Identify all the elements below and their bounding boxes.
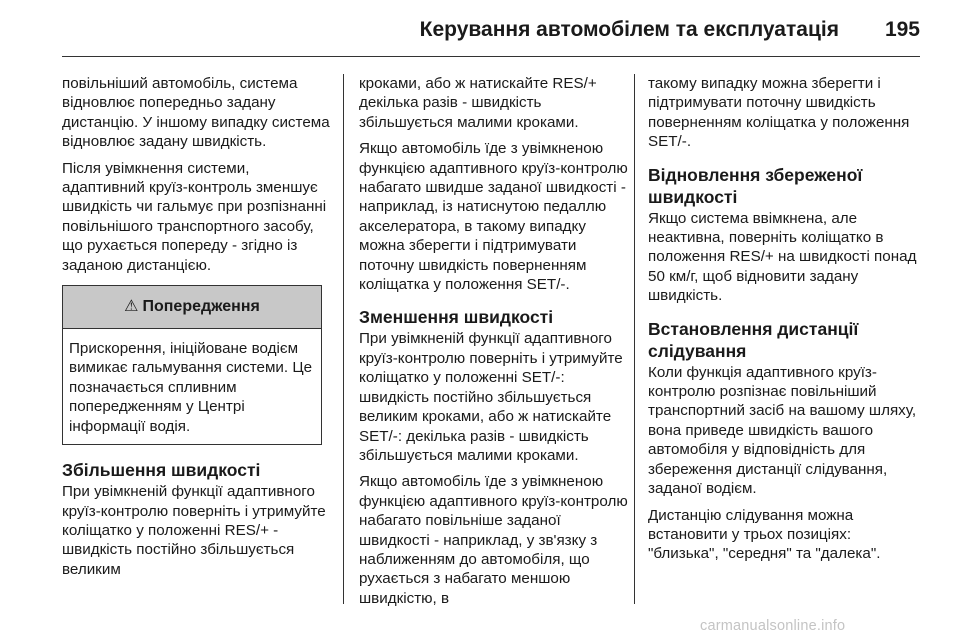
page-title: Керування автомобілем та експлуатація xyxy=(419,18,839,41)
paragraph: такому випадку можна зберегти і підтримувати поточну швидкість поверненням коліщатка у положення SET/-. xyxy=(648,75,910,151)
warning-body: Прискорення, ініційоване водієм вимикає гальмування системи. Це позначається спливним попередженням у Центрі інформації водія. xyxy=(69,340,313,435)
warning-header xyxy=(63,286,321,329)
header-divider xyxy=(62,56,920,57)
watermark: carmanualsonline.info xyxy=(700,618,846,634)
paragraph: кроками, або ж натискайте RES/+ декілька разів - швидкість збільшується малими кроками. xyxy=(359,75,597,131)
page-header xyxy=(62,12,920,48)
column-divider-1 xyxy=(343,74,344,604)
paragraph: При увімкненій функції адаптивного круїз-контролю поверніть і утримуйте коліщатко у положенні SET/-: швидкість постійно збільшується великим кроками, або ж натискайте SET/-: декілька разів - швидкість збільшується малими кроками. xyxy=(359,330,623,464)
section-heading-restore-speed: Відновлення збереженої швидкості xyxy=(648,164,863,207)
paragraph: При увімкненій функції адаптивного круїз-контролю поверніть і утримуйте коліщатко у положенні RES/+ - швидкість постійно збільшується великим xyxy=(62,483,326,578)
page-number: 195 xyxy=(884,18,920,41)
warning-title: Попередження xyxy=(142,298,260,316)
paragraph: Якщо автомобіль їде з увімкненою функцією адаптивного круїз-контролю набагато повільніше заданої швидкості - наприклад, у зв'язку з наближенням до автомобіля, що рухається з набагато меншою швидкістю, в xyxy=(359,473,628,607)
paragraph: Коли функція адаптивного круїз-контролю розпізнає повільніший транспортний засіб на вашому шляху, вона приведе швидкість вашого автомобіля у відповідність для збереження дистанції слідування, заданої водієм. xyxy=(648,363,917,498)
section-heading-increase-speed: Збільшення швидкості xyxy=(62,460,261,481)
paragraph: Дистанцію слідування можна встановити у трьох позиціях: "близька", "середня" та "далека". xyxy=(648,506,881,563)
paragraph: Якщо система ввімкнена, але неактивна, поверніть коліщатко в положення RES/+ на швидкості понад 50 км/г, щоб відновити задану швидкість. xyxy=(648,209,917,305)
warning-box xyxy=(62,285,322,445)
section-heading-following-distance: Встановлення дистанції слідування xyxy=(648,318,859,361)
section-heading-decrease-speed: Зменшення швидкості xyxy=(359,307,554,328)
warning-triangle-icon: ⚠ xyxy=(124,298,139,316)
paragraph: повільніший автомобіль, система відновлює попередньо задану дистанцію. У іншому випадку система відновлює задану швидкість. xyxy=(62,75,330,151)
column-3 xyxy=(648,74,918,571)
paragraph: Якщо автомобіль їде з увімкненою функцією адаптивного круїз-контролю набагато швидше заданої швидкості - наприклад, із натиснутою педаллю акселератора, в такому випадку можна зберегти і підтримувати поточну швидкість поверненням коліщатка у положення SET/-. xyxy=(359,140,628,294)
column-1 xyxy=(62,74,332,586)
paragraph: Після увімкнення системи, адаптивний круїз-контроль зменшує швидкість чи гальмує при розпізнанні повільнішого транспортного засобу, що рухається попереду - згідно із заданою дистанцією. xyxy=(62,159,327,274)
column-divider-2 xyxy=(634,74,635,604)
column-2 xyxy=(359,74,629,615)
